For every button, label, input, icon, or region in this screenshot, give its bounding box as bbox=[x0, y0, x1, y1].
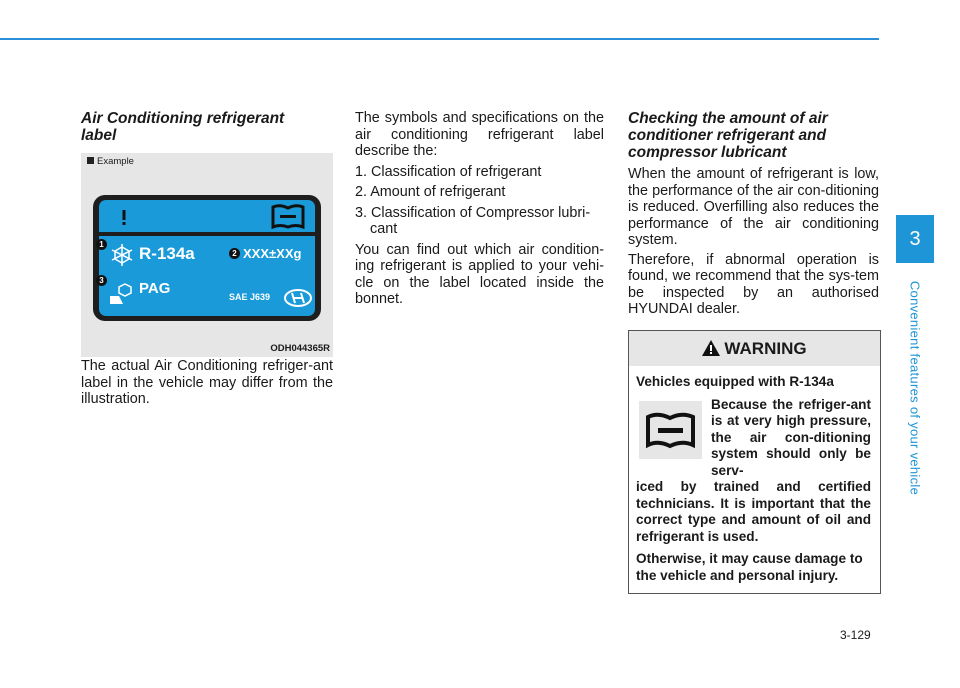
list-item: 3. Classification of Compressor lubri-cant bbox=[355, 204, 591, 237]
warning-text: iced by trained and certified technicians. It is important that the correct type and amount of oil and refrigerant is used. bbox=[636, 479, 871, 544]
hyundai-logo-icon bbox=[283, 288, 313, 308]
warning-wrap-text: Because the refriger-ant is at very high pressure, the air con-ditioning system should only be serv- bbox=[711, 396, 871, 478]
warning-subtitle: Vehicles equipped with R-134a bbox=[636, 374, 834, 389]
label-info-panel bbox=[99, 236, 315, 316]
refrigerant-label-illustration bbox=[93, 195, 321, 321]
marker-3: 3 bbox=[96, 275, 107, 286]
column-3 bbox=[628, 110, 879, 318]
lubricant-type: PAG bbox=[139, 280, 171, 297]
warning-header bbox=[629, 331, 880, 366]
marker-2: 2 bbox=[229, 248, 240, 259]
figure-code: ODH044365R bbox=[270, 343, 330, 354]
refrigerant-amount: XXX±XXg bbox=[243, 246, 302, 261]
refrigerant-type: R-134a bbox=[139, 244, 195, 263]
list-item: 2. Amount of refrigerant bbox=[355, 184, 506, 200]
compressor-oil-icon bbox=[109, 282, 135, 306]
list-item: 1. Classification of refrigerant bbox=[355, 163, 542, 180]
sae-standard: SAE J639 bbox=[229, 292, 271, 302]
warning-triangle-icon bbox=[702, 340, 720, 356]
warning-title: WARNING bbox=[629, 331, 880, 366]
label-top-panel bbox=[99, 200, 315, 232]
chapter-title: Convenient features of your vehicle bbox=[907, 280, 923, 496]
chapter-tab bbox=[896, 215, 934, 263]
column-2 bbox=[355, 110, 604, 308]
header-rule bbox=[0, 38, 879, 40]
column-1 bbox=[81, 110, 333, 144]
refrigerant-low-paragraph: When the amount of refrigerant is low, the performance of the air con-ditioning is reduced. Overfilling also reduces the performance of the air conditioning system. bbox=[628, 166, 879, 248]
section-heading-refrigerant-label: Air Conditioning refrigerant label bbox=[81, 110, 285, 144]
inspection-paragraph: Therefore, if abnormal operation is found, we recommend that the sys-tem be inspected by an authorised HYUNDAI dealer. bbox=[628, 251, 879, 317]
bullet-square-icon bbox=[87, 157, 94, 164]
label-intro: The symbols and specifications on the air conditioning refrigerant label describe the: bbox=[355, 110, 604, 159]
label-note-paragraph: The actual Air Conditioning refriger-ant label in the vehicle may differ from the illustration. bbox=[81, 358, 333, 407]
section-heading-checking-refrigerant: Checking the amount of air conditioner refrigerant and compressor lubricant bbox=[628, 110, 828, 161]
label-items-list bbox=[355, 164, 604, 238]
page-number: 3-129 bbox=[840, 628, 871, 642]
marker-1: 1 bbox=[96, 239, 107, 250]
refrigerant-label-figure bbox=[81, 153, 333, 357]
figure-caption: Example bbox=[87, 156, 134, 167]
warning-body bbox=[636, 374, 871, 584]
label-location-paragraph: You can find out which air condition-ing refrigerant is applied to your vehi-cle on the label located inside the bonnet. bbox=[355, 241, 604, 307]
chapter-number: 3 bbox=[909, 228, 921, 250]
warning-triangle-icon bbox=[111, 204, 137, 228]
service-manual-icon bbox=[271, 203, 305, 229]
warning-box bbox=[628, 330, 881, 594]
warning-consequence: Otherwise, it may cause damage to the vehicle and personal injury. bbox=[636, 551, 863, 583]
refrigerant-snowflake-icon bbox=[111, 244, 133, 266]
